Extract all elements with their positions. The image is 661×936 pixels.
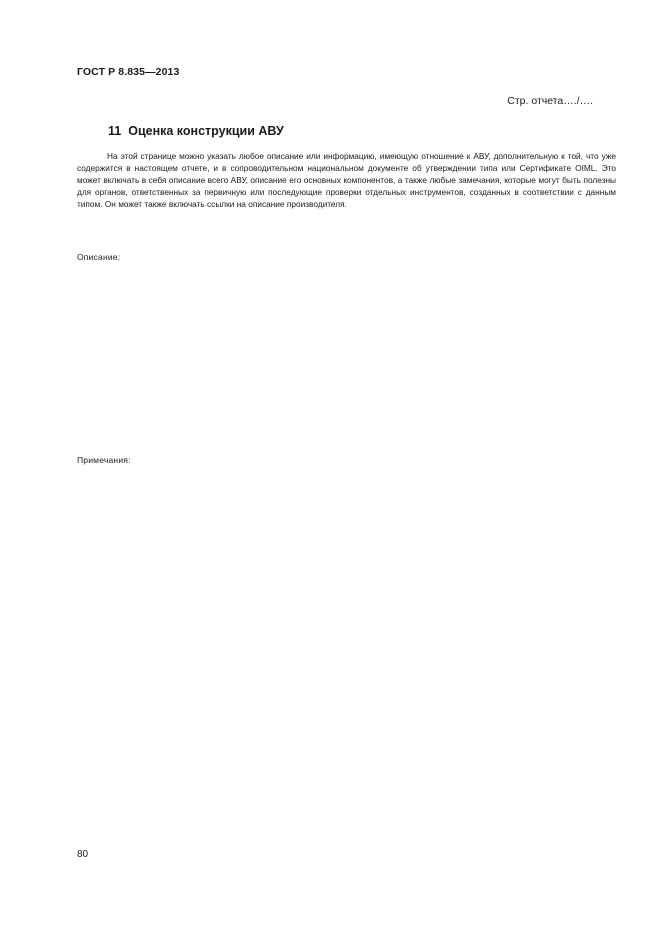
section-body-text: На этой странице можно указать любое описание или информацию, имеющую отношение к АВУ, дополнительную к той, что уже содержится в настоящем отчете, и в сопроводительном национальном документе об утверждении типа или Сертификате OIML. Это может включать в себя описание всего АВУ, описание его основных компонентов, а также любые замечания, которые могут быть полезны для органов, ответственных за первичную или последующие проверки отдельных инструментов, созданных в соответствии с данным типом. Он может также включать ссылки на описание производителя. xyxy=(77,151,616,209)
notes-label: Примечания: xyxy=(77,455,131,465)
document-header: ГОСТ Р 8.835—2013 xyxy=(77,66,180,78)
report-page-indicator: Стр. отчета…./…. xyxy=(507,95,593,107)
description-label: Описание: xyxy=(77,252,121,262)
section-title-text: Оценка конструкции АВУ xyxy=(128,124,284,138)
section-title xyxy=(108,124,284,138)
section-number: 11 xyxy=(108,124,122,138)
page-number: 80 xyxy=(77,849,89,860)
